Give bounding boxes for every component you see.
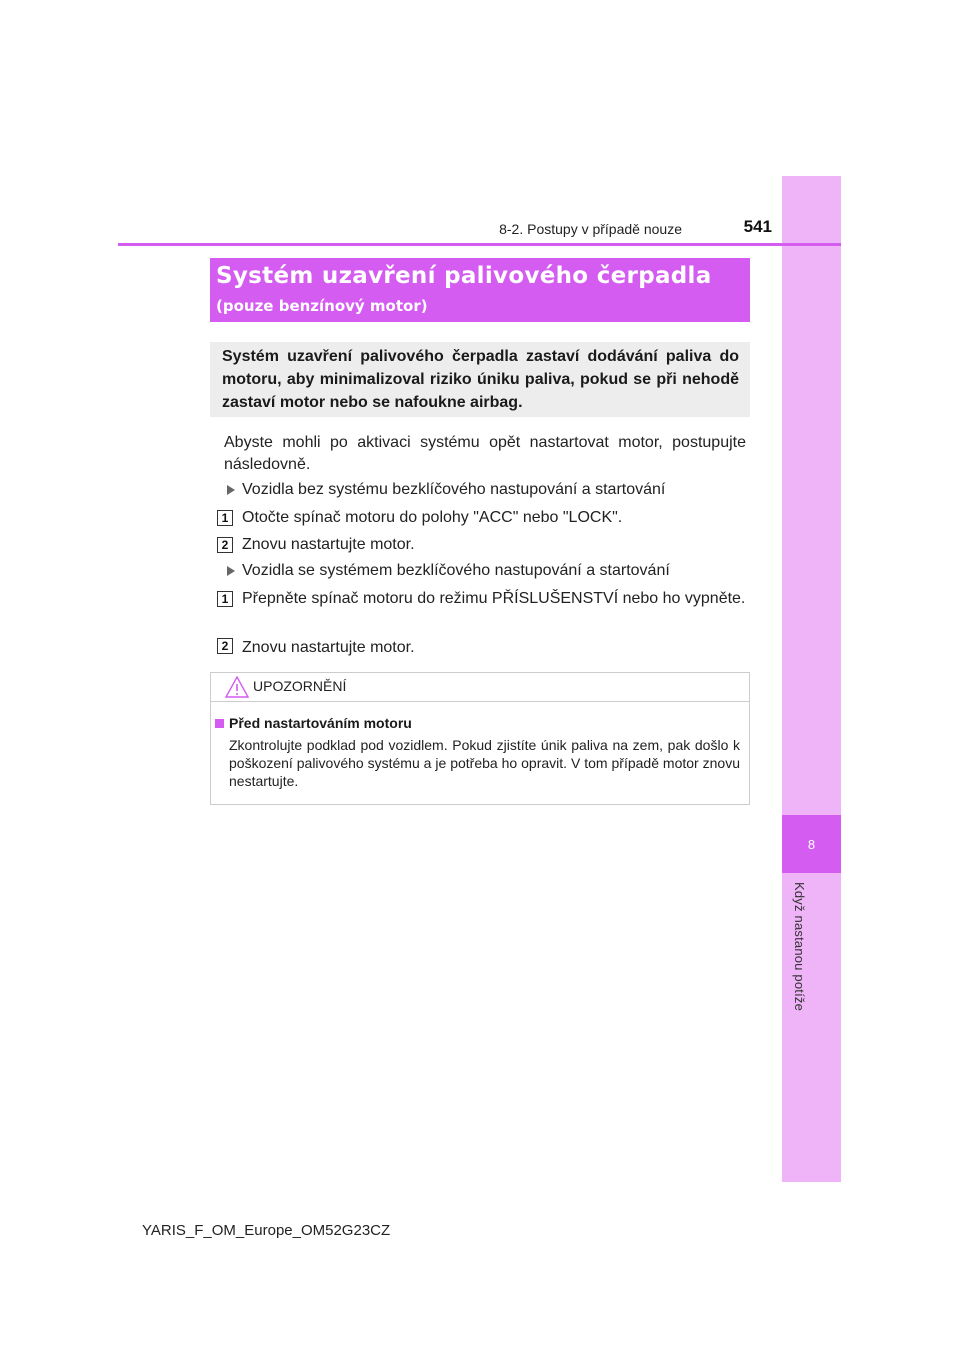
step-number: 1 xyxy=(217,591,233,607)
intro-text: Systém uzavření palivového čerpadla zastaví dodávání paliva do motoru, aby minimalizoval riziko úniku paliva, pokud se při nehodě zastaví motor nebo se nafoukne airbag. xyxy=(210,342,750,417)
chapter-label: Když nastanou potíže xyxy=(792,882,807,1012)
header-section: 8-2. Postupy v případě nouze xyxy=(499,221,682,237)
body-text: Abyste mohli po aktivaci systému opět nastartovat motor, postupujte následovně. xyxy=(224,434,746,473)
step-text: Znovu nastartujte motor. xyxy=(242,536,415,553)
step-number: 2 xyxy=(217,537,233,553)
warning-triangle-icon xyxy=(225,676,249,698)
procedure-heading-2 xyxy=(224,562,746,580)
warning-item-text: Zkontrolujte podklad pod vozidlem. Pokud zjistíte únik paliva na zem, pak došlo k poškození palivového systému a je potřeba ho opravit. V tom případě motor znovu nestartujte. xyxy=(229,737,740,789)
step-text: Přepněte spínač motoru do režimu PŘÍSLUŠENSTVÍ nebo ho vypněte. xyxy=(242,590,746,607)
warning-box xyxy=(210,672,750,805)
procedure-heading-text: Vozidla se systémem bezklíčového nastupování a startování xyxy=(242,562,670,579)
header-divider xyxy=(118,243,841,246)
warning-header xyxy=(211,673,749,702)
triangle-bullet-icon xyxy=(227,566,235,576)
step-text: Otočte spínač motoru do polohy "ACC" nebo "LOCK". xyxy=(242,509,623,526)
procedure-heading-text: Vozidla bez systému bezklíčového nastupování a startování xyxy=(242,481,666,498)
step-number: 1 xyxy=(217,510,233,526)
step-text: Znovu nastartujte motor. xyxy=(242,639,415,656)
section-subtitle: (pouze benzínový motor) xyxy=(216,297,428,315)
footer-code: YARIS_F_OM_Europe_OM52G23CZ xyxy=(142,1222,391,1239)
warning-item-title-text: Před nastartováním motoru xyxy=(229,715,412,731)
triangle-bullet-icon xyxy=(227,485,235,495)
procedure-heading-1 xyxy=(224,481,746,499)
warning-item-title xyxy=(215,715,412,731)
page-number: 541 xyxy=(743,217,772,236)
section-title: Systém uzavření palivového čerpadla xyxy=(216,263,712,289)
chapter-number: 8 xyxy=(782,815,841,873)
square-bullet-icon xyxy=(215,719,224,728)
warning-title: UPOZORNĚNÍ xyxy=(253,678,347,694)
section-title-box xyxy=(210,258,750,322)
step-number: 2 xyxy=(217,638,233,654)
